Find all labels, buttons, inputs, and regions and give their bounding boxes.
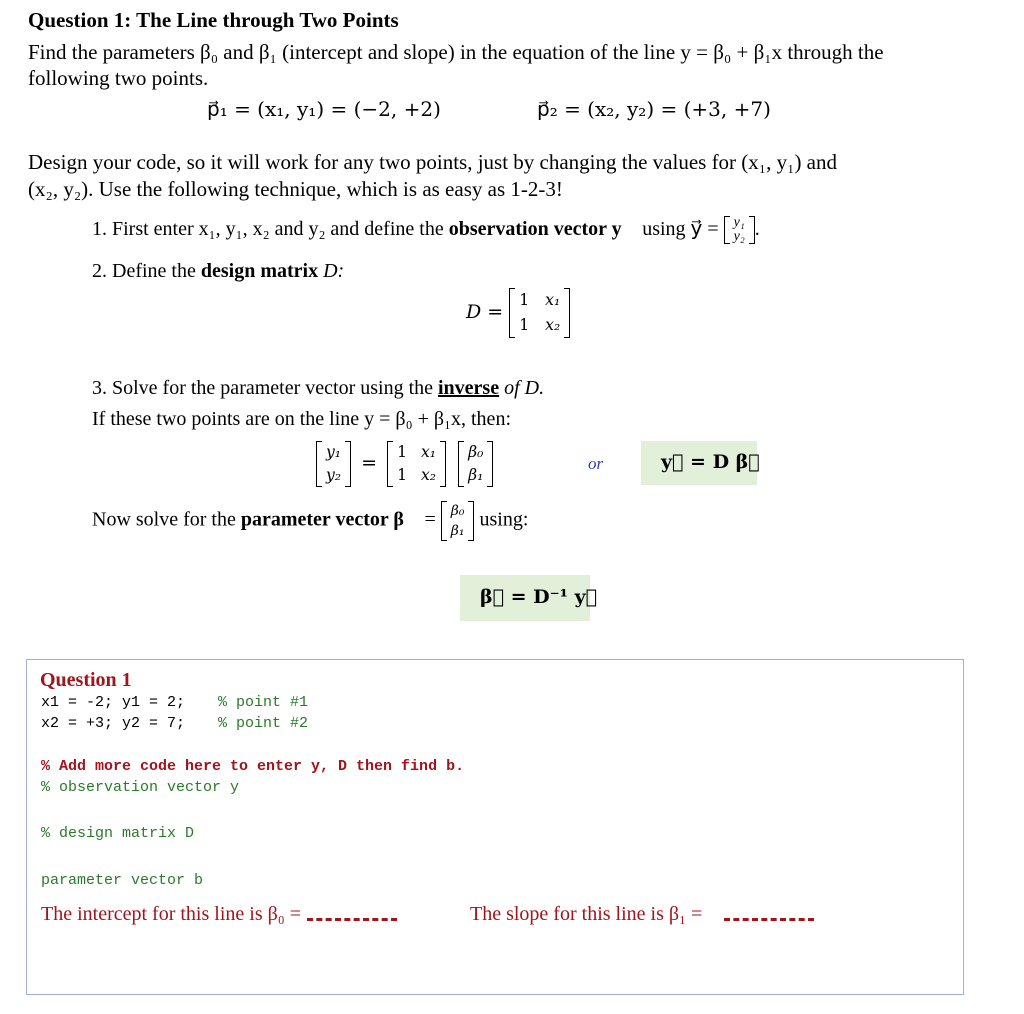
code-line-4[interactable]: % observation vector y [41, 779, 240, 796]
answer-slope-label: The slope for this line is β₁ = [470, 903, 703, 925]
d-matrix-inline [387, 441, 446, 487]
answer-slope [470, 903, 814, 926]
d-label: D = [466, 301, 504, 323]
inverse-form-equation: β⃗ = D⁻¹ y⃗ [480, 586, 598, 608]
code-line-1-code: x1 = -2; y1 = 2; [41, 694, 186, 711]
step-2-prefix: 2. Define the [92, 260, 196, 282]
code-line-2-code: x2 = +3; y2 = 7; [41, 715, 186, 732]
step-2-bold: design matrix [200, 260, 319, 282]
solve-suffix: using: [479, 508, 529, 531]
beta-vector [458, 441, 493, 487]
step-2 [92, 260, 344, 283]
code-line-2-comment: % point #2 [218, 715, 309, 732]
y-vector-cell: y₂ [733, 229, 745, 245]
code-line-2[interactable] [41, 715, 308, 732]
answer-intercept-label: The intercept for this line is β₀ = [41, 903, 302, 925]
design-line-1: Design your code, so it will work for any two points, just by changing the values for (x₁, y₁) and [28, 150, 838, 174]
point-1-equation: p⃗₁ = (x₁, y₁) = (−2, +2) [207, 97, 441, 121]
answer-intercept [41, 903, 397, 926]
step-3-prefix: 3. Solve for the parameter vector using the [92, 377, 433, 399]
step-1-using: using y⃗ = [642, 218, 719, 240]
answer-intercept-blank[interactable] [307, 918, 397, 921]
matrix-form-equation: y⃗ = D β⃗ [661, 451, 760, 473]
step-1-prefix: 1. First enter x₁, y₁, x₂ and y₂ and define the [92, 218, 444, 240]
step-3-suffix: of D. [504, 377, 545, 399]
step-1: 1. First enter x₁, y₁, x₂ and y₂ and define the observation vector y⃗ using y⃗ = y₁ y₂ . [92, 215, 760, 245]
y-vector-inline [724, 216, 755, 244]
code-line-1-comment: % point #1 [218, 694, 309, 711]
intro-line-1: Find the parameters β₀ and β₁ (intercept and slope) in the equation of the line y = β₀ + β₁x through the [28, 40, 884, 64]
step-1-bold: observation vector y⃗ [448, 218, 638, 240]
design-matrix-display [466, 288, 570, 338]
solve-bold: parameter vector β⃗ [240, 508, 420, 531]
d-matrix-cell: x₂ [545, 316, 561, 335]
code-line-3[interactable]: % Add more code here to enter y, D then find b. [41, 758, 465, 775]
beta-vector-cell: β₀ [468, 443, 484, 462]
point-2-equation: p⃗₂ = (x₂, y₂) = (+3, +7) [537, 97, 771, 121]
code-line-6[interactable]: parameter vector b [41, 872, 204, 889]
d-matrix-cell: 1 [397, 466, 407, 485]
beta-vector-cell: β₁ [450, 523, 465, 539]
code-line-1[interactable] [41, 694, 308, 711]
beta-vector-cell: β₀ [450, 503, 465, 519]
inverse-form-box [460, 575, 598, 621]
solve-prefix: Now solve for the [92, 508, 236, 531]
code-line-5[interactable]: % design matrix D [41, 825, 195, 842]
step-2-var: D: [323, 260, 345, 282]
d-matrix-cell: 1 [519, 316, 530, 335]
beta-vector-inline [441, 501, 475, 541]
step-3-underline: inverse [438, 377, 500, 399]
solve-eq: = [424, 508, 436, 531]
solve-line [92, 501, 528, 541]
answer-slope-blank[interactable] [724, 918, 814, 921]
system-equation: y₁ y₂ = 1 1 x₁ x₂ β₀ β₁ [316, 441, 493, 487]
or-label: or [588, 454, 604, 473]
y-vector-cell: y₁ [733, 215, 745, 231]
d-matrix-cell: x₁ [545, 291, 561, 310]
beta-vector-cell: β₁ [468, 466, 484, 485]
d-matrix-cell: 1 [519, 291, 530, 310]
d-matrix-cell: 1 [397, 443, 407, 462]
question-title: Question 1: The Line through Two Points [28, 8, 399, 32]
code-panel-title: Question 1 [40, 669, 132, 691]
d-matrix-cell: x₁ [420, 443, 437, 462]
design-line-2: (x₂, y₂). Use the following technique, which is as easy as 1-2-3! [28, 177, 563, 201]
d-matrix [509, 288, 570, 338]
intro-line-2: following two points. [28, 66, 209, 90]
matrix-form-box [641, 441, 760, 485]
y-vector-cell: y₂ [326, 466, 342, 485]
d-matrix-cell: x₂ [420, 466, 437, 485]
y-vector [316, 441, 351, 487]
step-3 [92, 377, 544, 400]
step-3-line-2: If these two points are on the line y = β₀ + β₁x, then: [92, 408, 511, 430]
y-vector-cell: y₁ [326, 443, 342, 462]
